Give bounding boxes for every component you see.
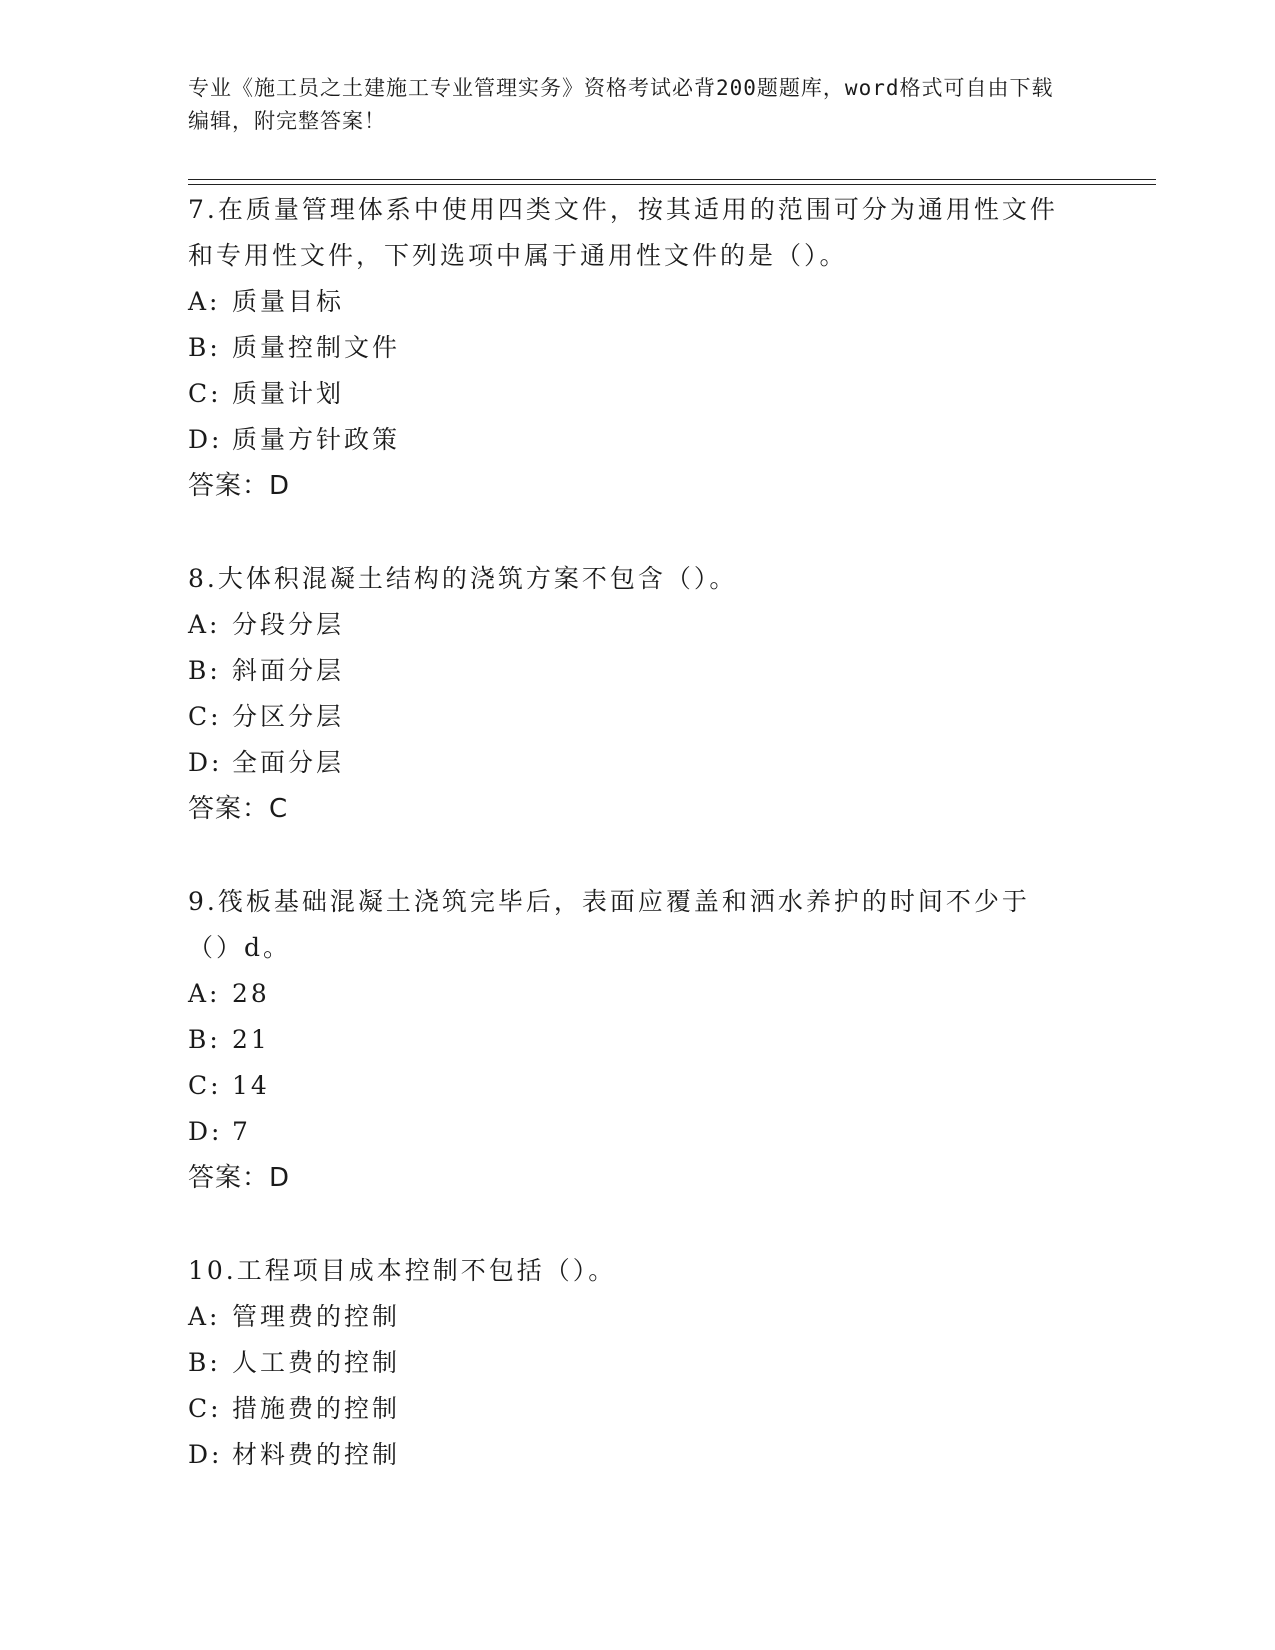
- option-key: A:: [188, 1302, 221, 1331]
- option-key: A:: [188, 287, 221, 316]
- question-stem: 7.在质量管理体系中使用四类文件，按其适用的范围可分为通用性文件和专用性文件，下列选项中属于通用性文件的是（）。: [188, 195, 1058, 270]
- option-key: D:: [188, 748, 223, 777]
- header-rule-bottom: [188, 184, 1156, 185]
- option-b: [188, 325, 1068, 371]
- option-d: [188, 740, 1068, 786]
- question-list: [188, 187, 1068, 1525]
- question-stem: 8.大体积混凝土结构的浇筑方案不包含（）。: [188, 564, 738, 593]
- option-c: [188, 694, 1068, 740]
- question-10: [188, 1248, 1068, 1478]
- option-key: C:: [188, 379, 222, 408]
- option-text: 质量目标: [232, 287, 345, 316]
- option-b: [188, 1340, 1068, 1386]
- option-a: [188, 279, 1068, 325]
- option-key: C:: [188, 1394, 222, 1423]
- answer-line: 答案：C: [188, 794, 289, 824]
- option-b: [188, 1017, 1068, 1063]
- option-d: [188, 1432, 1068, 1478]
- option-key: C:: [188, 702, 222, 731]
- document-header: 专业《施工员之土建施工专业管理实务》资格考试必背200题题库，word格式可自由下载编辑，附完整答案！: [188, 76, 1054, 133]
- option-text: 全面分层: [232, 748, 345, 777]
- option-d: [188, 1109, 1068, 1155]
- option-text: 质量方针政策: [232, 425, 401, 454]
- option-key: D:: [188, 425, 223, 454]
- question-9: [188, 879, 1068, 1201]
- option-text: 21: [232, 1025, 270, 1054]
- option-text: 管理费的控制: [232, 1302, 401, 1331]
- option-key: B:: [188, 656, 221, 685]
- answer-line: 答案：D: [188, 1163, 291, 1193]
- option-key: D:: [188, 1117, 223, 1146]
- option-c: [188, 1386, 1068, 1432]
- option-key: A:: [188, 979, 221, 1008]
- option-key: D:: [188, 1440, 223, 1469]
- option-c: [188, 371, 1068, 417]
- answer-line: 答案：D: [188, 471, 291, 501]
- option-key: C:: [188, 1071, 222, 1100]
- option-key: A:: [188, 610, 221, 639]
- option-a: [188, 971, 1068, 1017]
- question-8: [188, 556, 1068, 832]
- option-key: B:: [188, 333, 221, 362]
- option-text: 斜面分层: [232, 656, 345, 685]
- option-text: 质量控制文件: [232, 333, 401, 362]
- option-a: [188, 1294, 1068, 1340]
- option-text: 分段分层: [232, 610, 345, 639]
- option-text: 分区分层: [232, 702, 345, 731]
- option-text: 措施费的控制: [232, 1394, 401, 1423]
- question-stem: 9.筏板基础混凝土浇筑完毕后，表面应覆盖和洒水养护的时间不少于（）d。: [188, 887, 1030, 962]
- option-b: [188, 648, 1068, 694]
- option-text: 7: [232, 1117, 251, 1146]
- question-7: [188, 187, 1068, 509]
- option-text: 质量计划: [232, 379, 345, 408]
- option-a: [188, 602, 1068, 648]
- question-stem: 10.工程项目成本控制不包括（）。: [188, 1256, 617, 1285]
- option-c: [188, 1063, 1068, 1109]
- option-d: [188, 417, 1068, 463]
- option-text: 28: [232, 979, 270, 1008]
- option-key: B:: [188, 1348, 221, 1377]
- option-key: B:: [188, 1025, 221, 1054]
- option-text: 人工费的控制: [232, 1348, 401, 1377]
- header-rule-top: [188, 179, 1156, 180]
- option-text: 材料费的控制: [232, 1440, 401, 1469]
- option-text: 14: [232, 1071, 270, 1100]
